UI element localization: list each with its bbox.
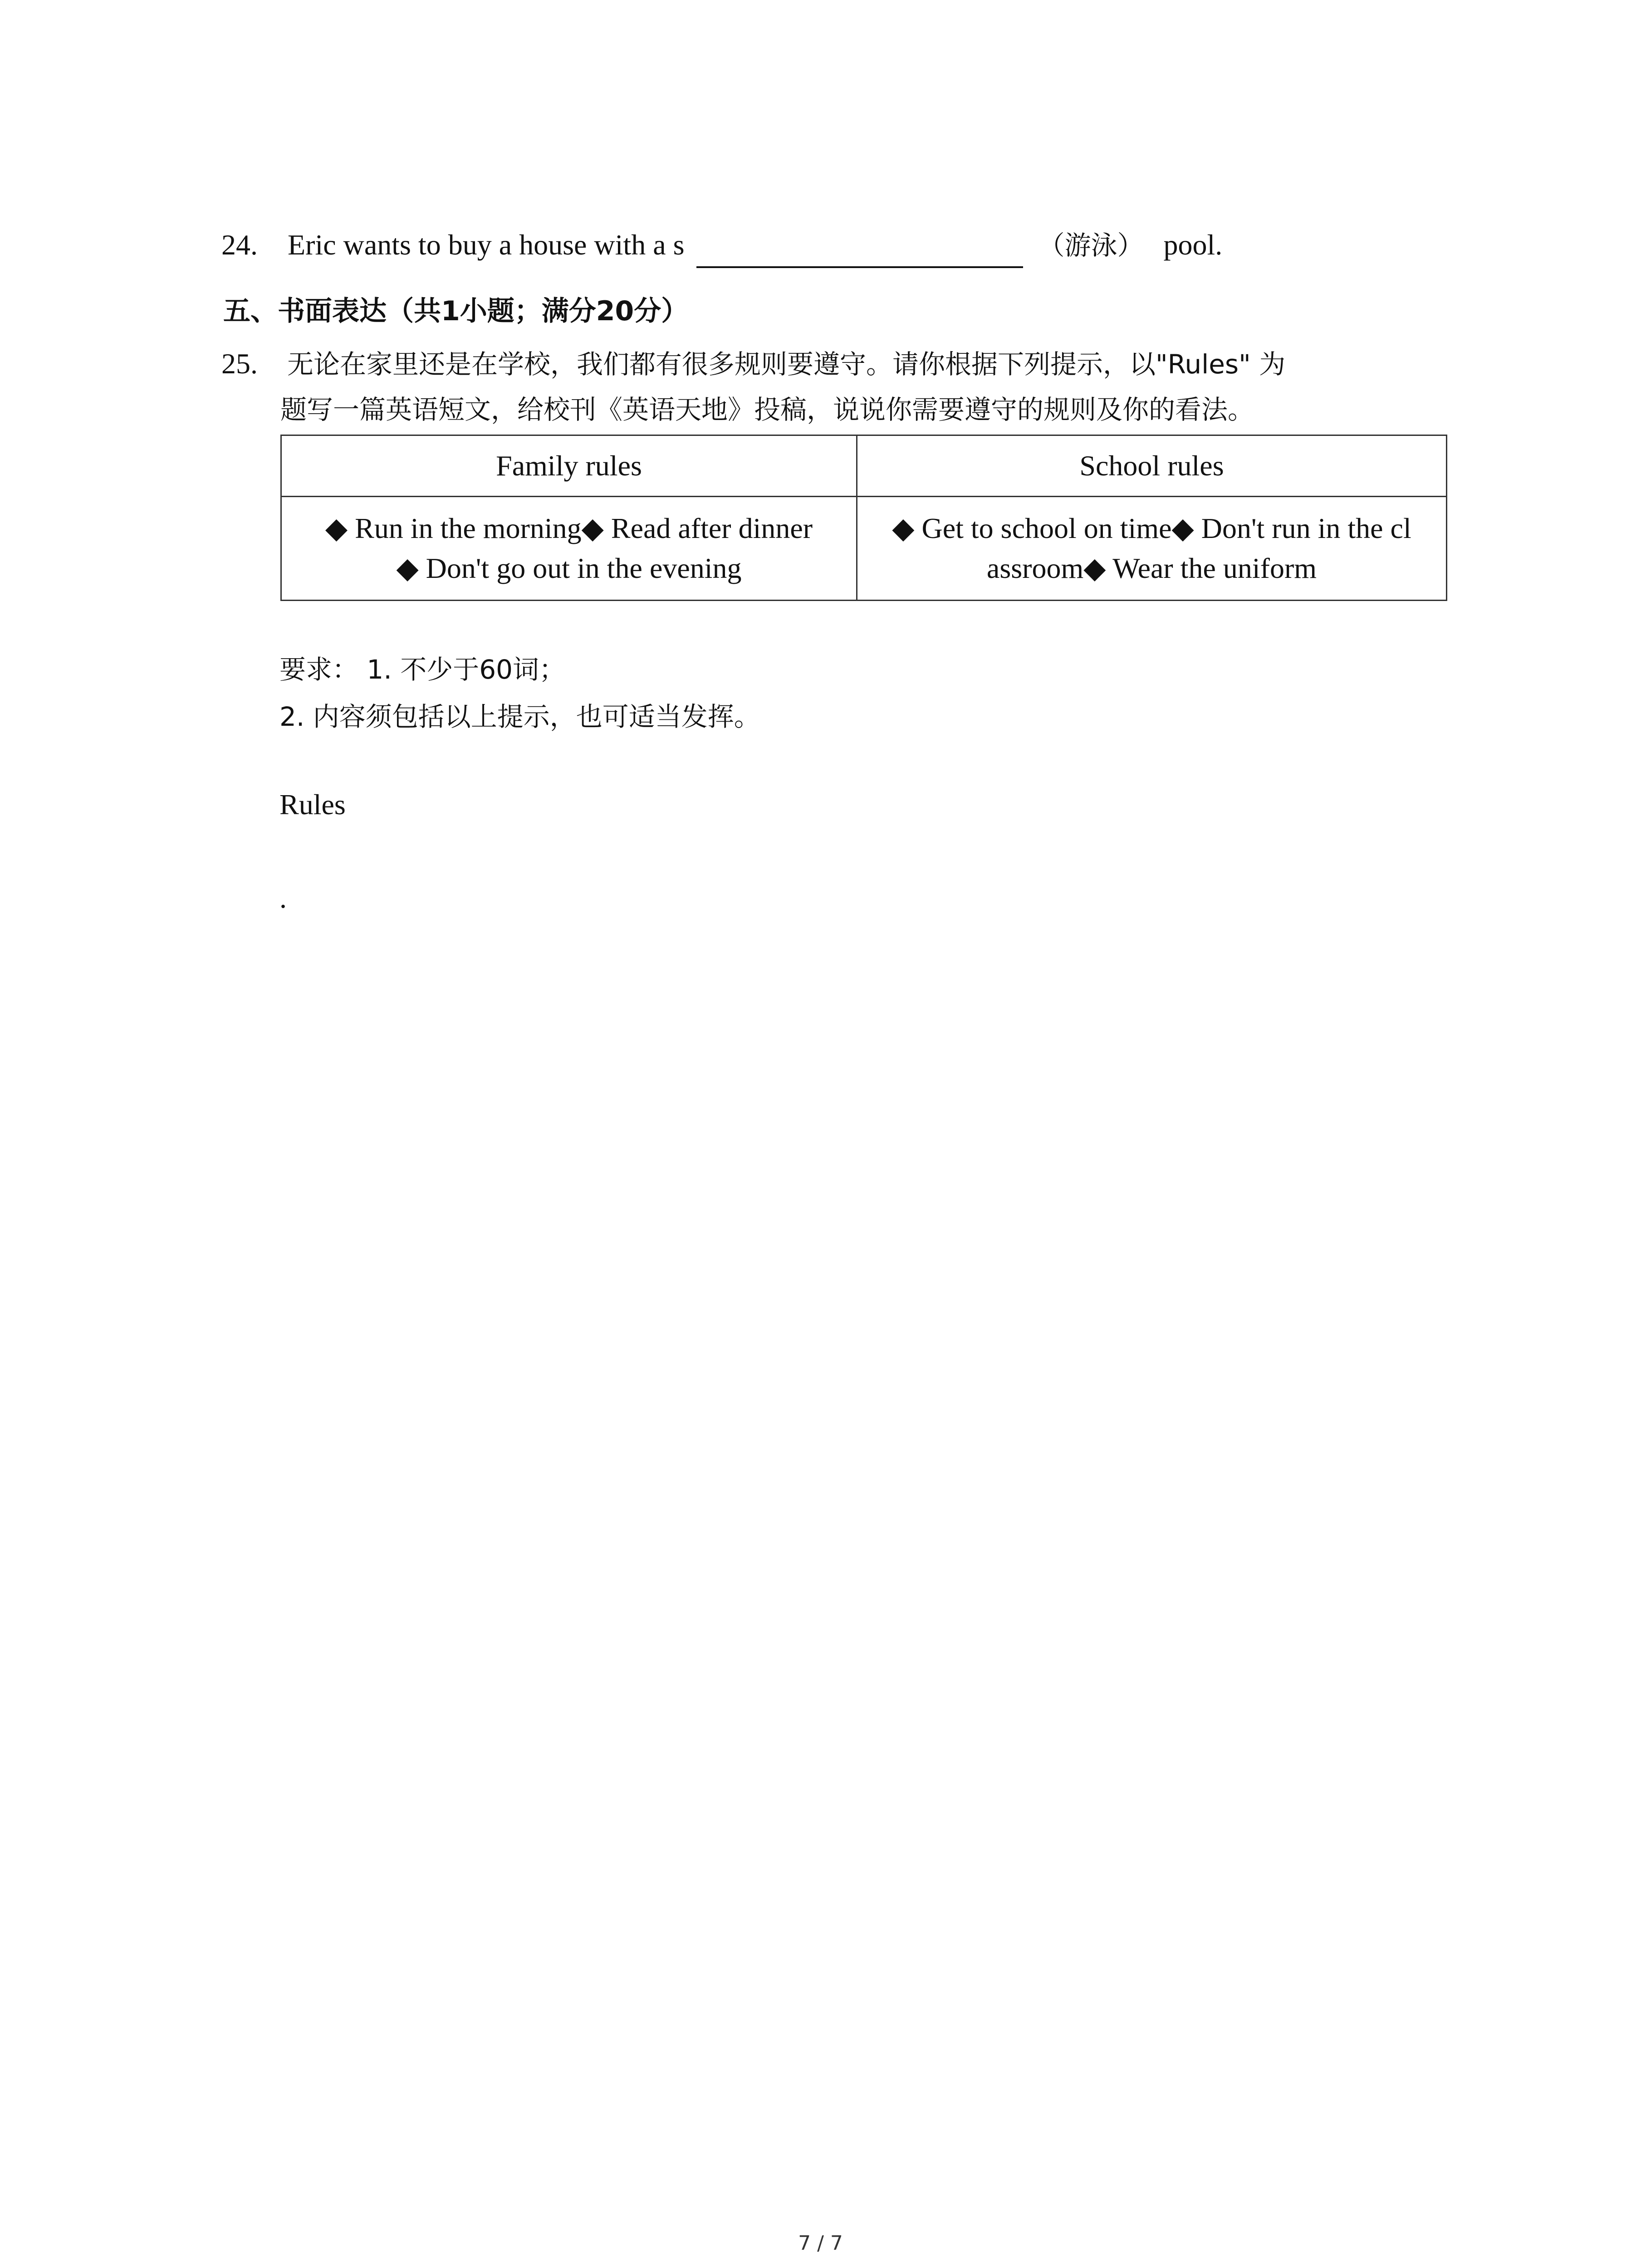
essay-placeholder-dot: . bbox=[279, 882, 287, 914]
question-24 bbox=[221, 222, 1222, 268]
school-rules-line: assroom◆ Wear the uniform bbox=[986, 552, 1317, 584]
family-rules-line: ◆ Don't go out in the evening bbox=[396, 552, 742, 584]
answer-blank[interactable] bbox=[696, 234, 1023, 268]
essay-title: Rules bbox=[279, 788, 346, 821]
table-row bbox=[281, 497, 1447, 601]
section-title: 五、书面表达（共1小题；满分20分） bbox=[223, 295, 689, 327]
prompt-line-2: 题写一篇英语短文，给校刊《英语天地》投稿，说说你需要遵守的规则及你的看法。 bbox=[280, 394, 1254, 425]
page-number: 7 / 7 bbox=[798, 2232, 843, 2255]
requirements bbox=[279, 646, 760, 740]
question-number: 25. bbox=[221, 347, 258, 380]
requirement-line-1: 要求： 1. 不少于60词； bbox=[279, 654, 566, 685]
school-rules-header: School rules bbox=[857, 435, 1447, 497]
rules-table bbox=[280, 435, 1447, 601]
family-rules-line: ◆ Run in the morning◆ Read after dinner bbox=[325, 512, 813, 544]
question-number: 24. bbox=[221, 229, 258, 261]
table-header-row bbox=[281, 435, 1447, 497]
question-25 bbox=[221, 341, 1446, 432]
question-text-end: pool. bbox=[1163, 229, 1223, 261]
family-rules-cell bbox=[281, 497, 857, 601]
chinese-hint: （游泳） bbox=[1038, 230, 1144, 261]
school-rules-cell bbox=[857, 497, 1447, 601]
question-text: Eric wants to buy a house with a s bbox=[288, 229, 685, 261]
school-rules-line: ◆ Get to school on time◆ Don't run in the cl bbox=[892, 512, 1411, 544]
requirement-line-2: 2. 内容须包括以上提示，也可适当发挥。 bbox=[279, 701, 760, 732]
family-rules-header: Family rules bbox=[281, 435, 857, 497]
prompt-line-1: 无论在家里还是在学校，我们都有很多规则要遵守。请你根据下列提示，以"Rules" 为 bbox=[287, 349, 1286, 380]
